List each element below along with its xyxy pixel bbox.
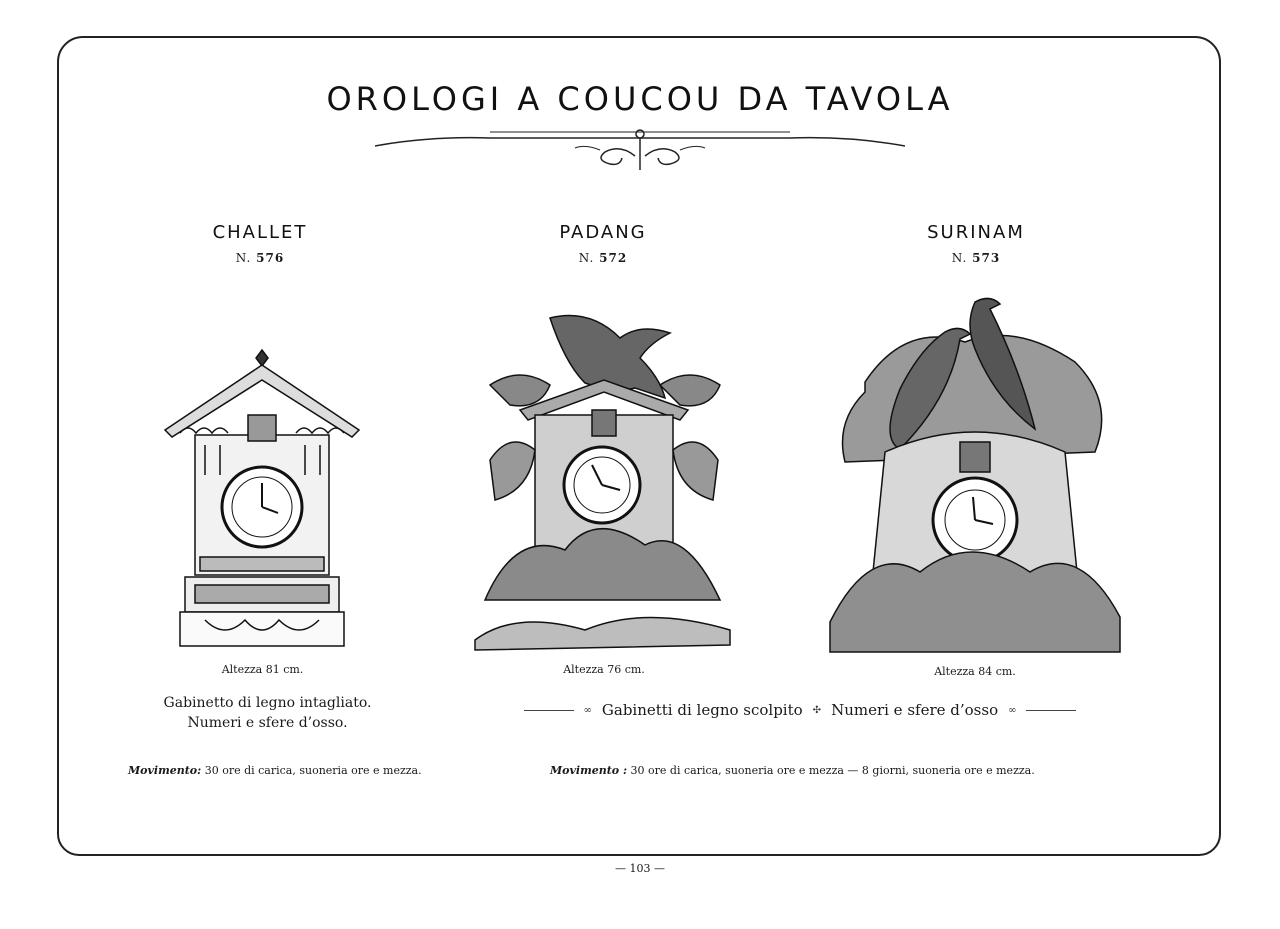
padang-height-label: Altezza 76 cm. <box>563 663 645 676</box>
challet-description: Gabinetto di legno intagliato. Numeri e sfere d’osso. <box>163 695 372 731</box>
decorative-rule <box>524 710 574 711</box>
page-number: — 103 — <box>615 862 665 875</box>
page-title: OROLOGI A COUCOU DA TAVOLA <box>326 80 954 118</box>
product-number: N. 572 <box>578 251 628 265</box>
shared-description-right: Numeri e sfere d’osso <box>831 701 999 719</box>
product-name: PADANG <box>559 222 647 243</box>
title-flourish-ornament <box>370 126 910 176</box>
decorative-rule <box>1026 710 1076 711</box>
shared-description-line <box>505 698 1095 722</box>
shared-description-left: Gabinetti di legno scolpito <box>601 701 803 719</box>
challet-height-label: Altezza 81 cm. <box>221 663 304 676</box>
product-name: CHALLET <box>212 222 308 243</box>
challet-clock-illustration <box>160 345 365 650</box>
product-name: SURINAM <box>927 222 1025 243</box>
challet-movement-note: Movimento: 30 ore di carica, suoneria ore e mezza. <box>128 764 422 777</box>
surinam-clock-illustration <box>825 292 1125 657</box>
product-padang-heading <box>503 222 703 265</box>
cross-ornament-icon: ✣ <box>812 704 822 716</box>
knot-ornament-icon: ∞ <box>583 704 592 716</box>
product-number: N. 573 <box>951 251 1001 265</box>
shared-movement-note: Movimento : 30 ore di carica, suoneria ore e mezza — 8 giorni, suoneria ore e mezza. <box>550 764 1035 777</box>
surinam-height-label: Altezza 84 cm. <box>934 665 1016 678</box>
padang-clock-illustration <box>470 310 738 655</box>
product-number: N. 576 <box>235 251 285 265</box>
product-surinam-heading <box>876 222 1076 265</box>
knot-ornament-icon: ∞ <box>1008 704 1017 716</box>
product-challet-heading <box>160 222 360 265</box>
